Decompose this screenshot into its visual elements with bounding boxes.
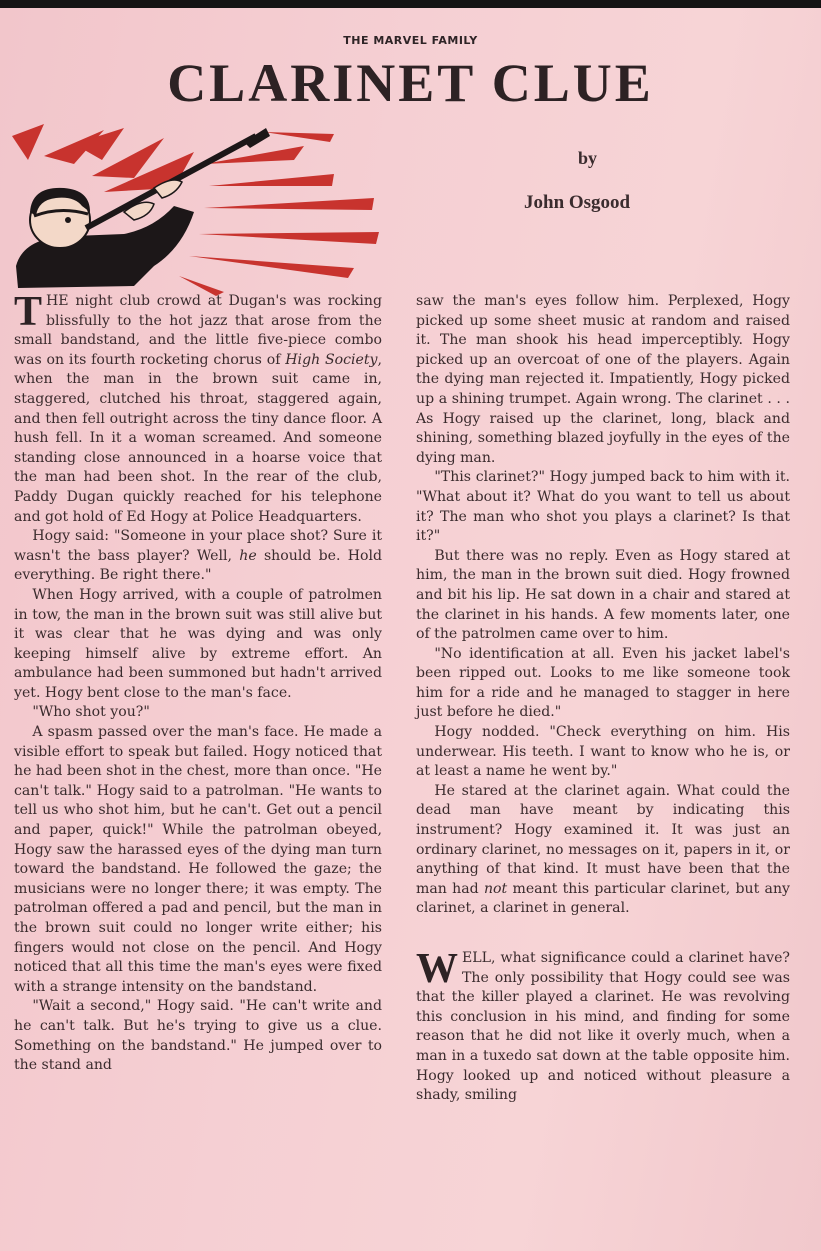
- paragraph: A spasm passed over the man's face. He made a visible effort to speak but failed. Hogy noticed that he had been shot in the chest, more than once. "He can't talk." Hogy said to a patrolman. "He wants to tell us who shot him, but he can't. Get out a pencil and paper, quick!" While the patrolman obeyed, Hogy saw the harassed eyes of the dying man turn toward the bandstand. He followed the gaze; the musicians were no longer there; it was empty. The patrolman offered a pad and pencil, but the man in the brown suit could no longer write either; his fingers would not close on the pencil. And Hogy noticed that all this time the man's eyes were fixed with a strange intensity on the bandstand.: [14, 724, 382, 995]
- byline-author: John Osgood: [524, 192, 631, 213]
- clarinet-player-illustration: [4, 116, 404, 296]
- drop-cap: T: [14, 289, 43, 335]
- story-title: CLARINET CLUE: [167, 53, 654, 113]
- running-head: THE MARVEL FAMILY: [343, 34, 478, 47]
- text-column-left: [14, 289, 382, 1076]
- paragraph: He stared at the clarinet again. What could the dead man have meant by indicating this instrument? Hogy examined it. It was just an ordinary clarinet, no messages on it, papers in it, or anything of that kind. It must have been that the man had not meant this particular clarinet, but any clarinet, a clarinet in general.: [416, 782, 790, 917]
- paragraph: "Wait a second," Hogy said. "He can't write and he can't talk. But he's trying to give us a clue. Something on the bandstand." He jumped over to the stand and: [14, 998, 382, 1074]
- section-break: [416, 919, 790, 949]
- paragraph: Hogy said: "Someone in your place shot? Sure it wasn't the bass player? Well, he should be. Hold everything. Be right there.": [14, 528, 382, 584]
- paragraph: saw the man's eyes follow him. Perplexed, Hogy picked up some sheet music at random and raised it. The man shook his head imperceptibly. Hogy picked up an overcoat of one of the players. Again the dying man rejected it. Impatiently, Hogy picked up a shining trumpet. Again wrong. The clarinet . . . As Hogy raised up the clarinet, long, black and shining, something blazed joyfully in the eyes of the dying man.: [416, 293, 790, 466]
- paragraph: But there was no reply. Even as Hogy stared at him, the man in the brown suit died. Hogy frowned and bit his lip. He sat down in a chair and stared at the clarinet in his hands. A few moments later, one of the patrolmen came over to him.: [416, 547, 790, 643]
- paragraph: "This clarinet?" Hogy jumped back to him with it. "What about it? What do you want to tell us about it? The man who shot you plays a clarinet? Is that it?": [416, 469, 790, 545]
- paragraph: When Hogy arrived, with a couple of patrolmen in tow, the man in the brown suit was still alive but it was clear that he was dying and was only keeping himself alive by extreme effort. An ambulance had been summoned but hadn't arrived yet. Hogy bent close to the man's face.: [14, 586, 382, 701]
- text-column-right: [416, 292, 790, 1106]
- paragraph: Hogy nodded. "Check everything on him. His underwear. His teeth. I want to know who he is, or at least a name he went by.": [416, 724, 790, 780]
- paragraph: WELL, what significance could a clarinet have? The only possibility that Hogy could see was that the killer played a clarinet. He was revolving this conclusion in his mind, and finding for some reason that he did not like it overly much, when a man in a tuxedo sat down at the table opposite him. Hogy looked up and noticed without pleasure a shady, smiling: [416, 946, 790, 1104]
- paragraph: "No identification at all. Even his jacket label's been ripped out. Looks to me like someone took him for a ride and he managed to stagger in here just before he died.": [416, 645, 790, 721]
- paragraph: THE night club crowd at Dugan's was rocking blissfully to the hot jazz that arose from the small bandstand, and the little five-piece combo was on its fourth rocketing chorus of High Society, when the man in the brown suit came in, staggered, clutched his throat, staggered again, and then fell outright across the tiny dance floor. A hush fell. In it a woman screamed. And someone standing close announced in a hoarse voice that the man had been shot. In the rear of the club, Paddy Dugan quickly reached for his telephone and got hold of Ed Hogy at Police Headquarters.: [14, 289, 382, 525]
- paragraph: "Who shot you?": [32, 704, 150, 721]
- byline-by: by: [578, 148, 598, 168]
- drop-cap: W: [416, 946, 458, 992]
- magazine-page: [0, 8, 821, 1251]
